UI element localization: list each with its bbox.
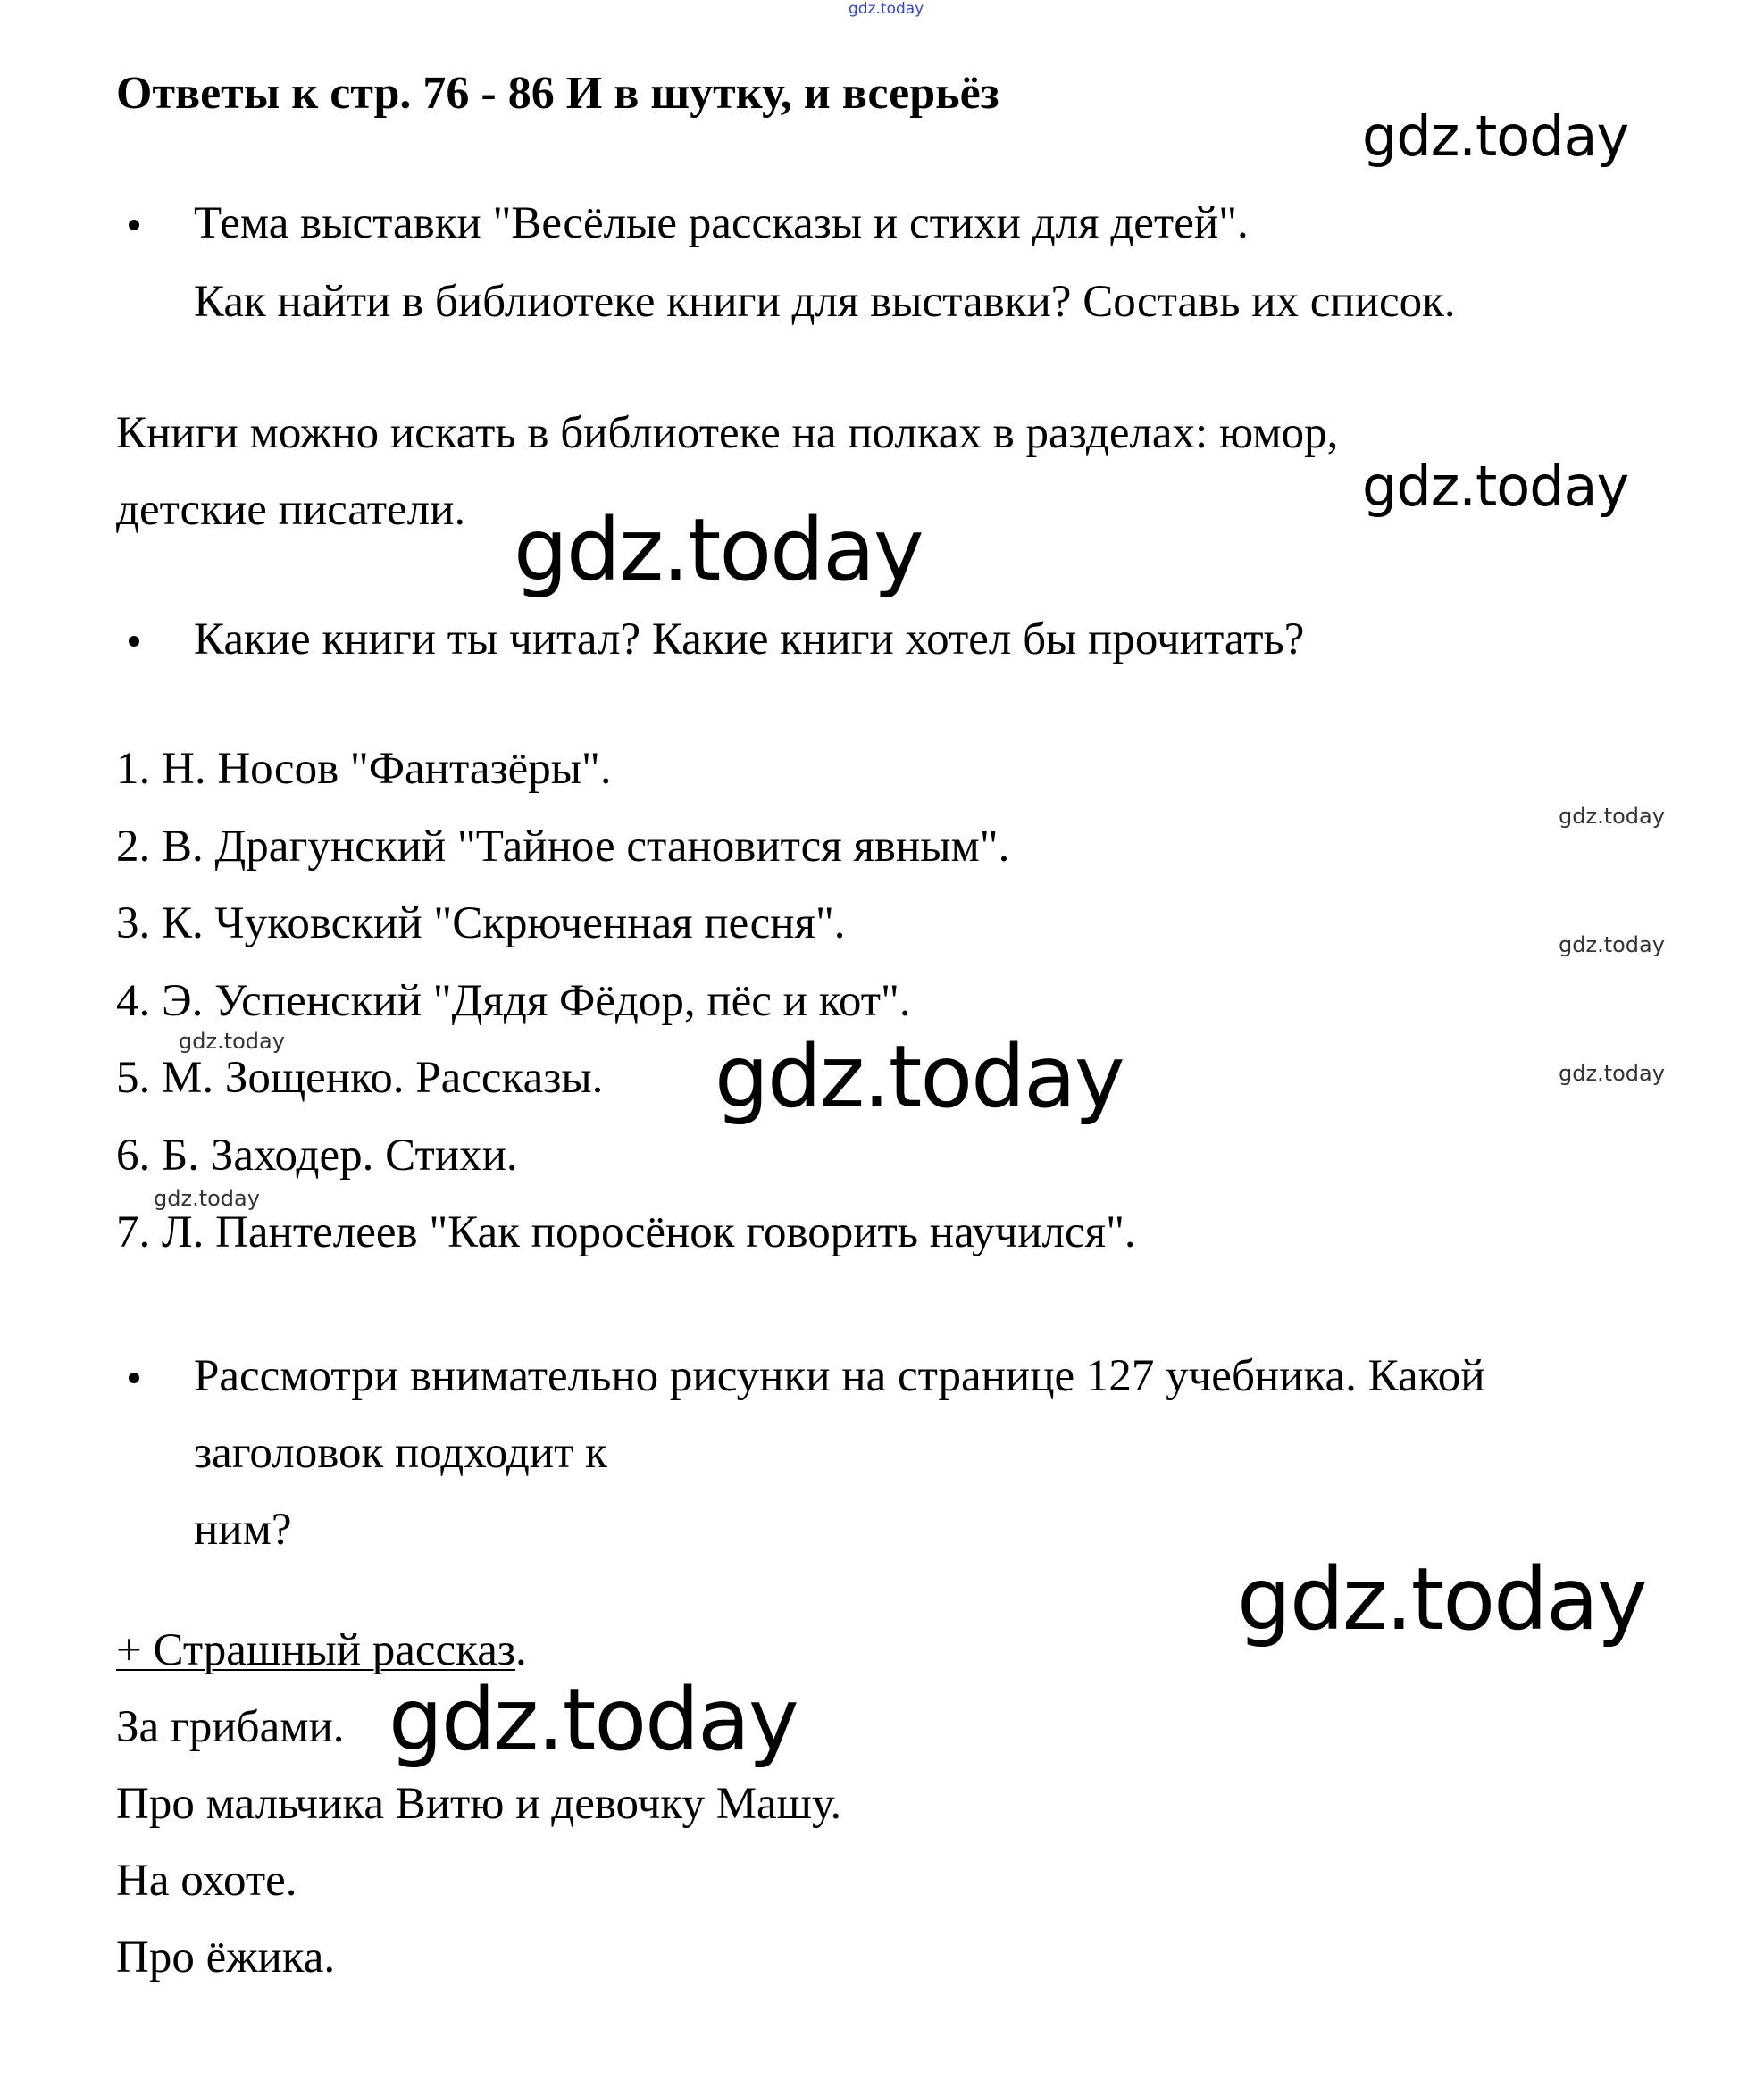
bullet-icon bbox=[129, 636, 139, 647]
list-item: 2. В. Драгунский "Тайное становится явным". bbox=[116, 822, 1010, 872]
watermark: gdz.today bbox=[179, 1029, 285, 1054]
selected-answer-text: + Страшный рассказ bbox=[116, 1625, 515, 1675]
selected-answer bbox=[116, 1624, 527, 1677]
list-item: 7. Л. Пантелеев "Как поросёнок говорить научился". bbox=[116, 1207, 1136, 1257]
question-1-line-2: Как найти в библиотеке книги для выставки? Составь их список. bbox=[194, 277, 1456, 327]
question-3-line-1: Рассмотри внимательно рисунки на странице 127 учебника. Какой bbox=[194, 1351, 1485, 1401]
bullet-icon bbox=[129, 220, 139, 230]
answer-1-line-2: детские писатели. bbox=[116, 485, 466, 535]
list-item: 4. Э. Успенский "Дядя Фёдор, пёс и кот". bbox=[116, 976, 911, 1026]
page-title: Ответы к стр. 76 - 86 И в шутку, и всерьёз bbox=[116, 68, 999, 119]
question-1-line-1: Тема выставки "Весёлые рассказы и стихи для детей". bbox=[194, 198, 1249, 248]
watermark: gdz.today bbox=[1559, 1061, 1665, 1086]
answer-option: Про мальчика Витю и девочку Машу. bbox=[116, 1779, 842, 1829]
selected-answer-period: . bbox=[514, 1625, 527, 1675]
watermark: gdz.today bbox=[715, 1027, 1124, 1127]
list-item: 3. К. Чуковский "Скрюченная песня". bbox=[116, 898, 846, 948]
list-item: 1. Н. Носов "Фантазёры". bbox=[116, 744, 612, 794]
list-item: 5. М. Зощенко. Рассказы. bbox=[116, 1053, 604, 1103]
watermark-top: gdz.today bbox=[849, 0, 924, 18]
watermark: gdz.today bbox=[514, 500, 923, 600]
answer-option: За грибами. bbox=[116, 1702, 345, 1752]
watermark: gdz.today bbox=[1559, 804, 1665, 829]
list-item: 6. Б. Заходер. Стихи. bbox=[116, 1131, 518, 1181]
watermark: gdz.today bbox=[1559, 932, 1665, 957]
watermark: gdz.today bbox=[1237, 1549, 1646, 1649]
question-2: Какие книги ты читал? Какие книги хотел бы прочитать? bbox=[194, 614, 1305, 664]
answer-1-line-1: Книги можно искать в библиотеке на полках в разделах: юмор, bbox=[116, 408, 1339, 458]
watermark: gdz.today bbox=[1362, 454, 1629, 519]
answer-option: На охоте. bbox=[116, 1856, 297, 1906]
bullet-icon bbox=[129, 1373, 139, 1383]
watermark: gdz.today bbox=[1362, 104, 1629, 169]
watermark: gdz.today bbox=[389, 1670, 798, 1770]
watermark: gdz.today bbox=[154, 1186, 260, 1211]
question-3-line-3: ним? bbox=[194, 1505, 292, 1555]
answer-option: Про ёжика. bbox=[116, 1933, 336, 1983]
question-3-line-2: заголовок подходит к bbox=[194, 1428, 607, 1478]
